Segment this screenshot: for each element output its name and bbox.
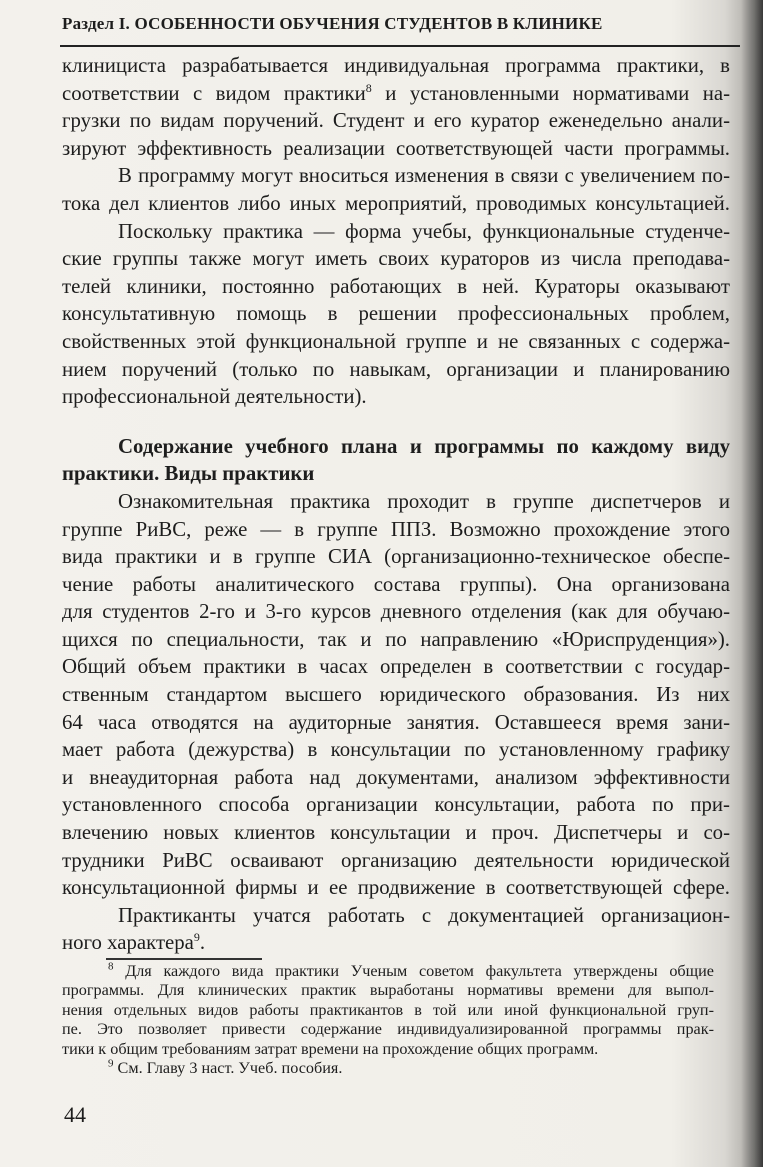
footnotes: [62, 962, 714, 1078]
text-line: Практиканты учатся работать с документацией организацион-: [118, 903, 730, 927]
text-line: консультативную помощь в решении профессиональных проблем,: [62, 302, 730, 326]
footnote-mark-9: 9: [108, 1057, 114, 1070]
text-line: [62, 80, 730, 108]
text-line: консультационной фирмы и ее продвижение в соответствующей сфере.: [62, 876, 730, 900]
footnote-mark-8: 8: [108, 960, 114, 973]
text-line: клинициста разрабатывается индивидуальная программа практики, в: [62, 54, 730, 77]
text-line: нием поручений (только по навыкам, организации и планированию: [62, 357, 730, 381]
text-line: и внеаудиторная работа над документами, анализом эффективности: [62, 765, 730, 789]
footnote-ref-9[interactable]: 9: [193, 930, 200, 945]
text-line: грузки по видам поручений. Студент и его куратор еженедельно анали-: [62, 109, 730, 133]
text-line: чение работы аналитического состава группы). Она организована: [62, 572, 730, 596]
section-heading: практики. Виды практики: [62, 462, 315, 486]
page-binding-shadow: [741, 0, 763, 1167]
footnote-line: тики к общим требованиям затрат времени на прохождение общих программ.: [62, 1039, 599, 1058]
header-rule: [60, 45, 740, 47]
footnote-ref-8[interactable]: 8: [365, 80, 372, 95]
text-line: ские группы также могут иметь своих кураторов из числа преподава-: [62, 247, 730, 271]
text-line: ного характера$^9$.: [62, 930, 206, 955]
text-line: мает работа (дежурства) в консультации по установленному графику: [62, 738, 730, 762]
text-line: щихся по специальности, так и по направлению «Юриспруденция»).: [62, 627, 730, 651]
text-line: Ознакомительная практика проходит в группе диспетчеров и: [118, 489, 730, 513]
page-number: 44: [64, 1102, 86, 1127]
text-line: свойственных этой функциональной группе и не связанных с содержа-: [62, 329, 730, 353]
text-line: вида практики и в группе СИА (организационно-техническое обеспе-: [62, 545, 730, 569]
main-text: [62, 52, 730, 957]
text-line: тока дел клиентов либо иных мероприятий, проводимых консультацией.: [62, 191, 730, 215]
running-header: Раздел I. ОСОБЕННОСТИ ОБУЧЕНИЯ СТУДЕНТОВ В КЛИНИКЕ: [62, 14, 603, 33]
text-line: телей клиники, постоянно работающих в ней. Кураторы оказывают: [62, 274, 730, 298]
text-line: В программу могут вноситься изменения в связи с увеличением по-: [118, 164, 730, 188]
text-segment: и установленными нормативами на-: [385, 81, 730, 105]
text-line: зируют эффективность реализации соответствующей части программы.: [62, 136, 730, 160]
text-line: Общий объем практики в часах определен в соответствии с государ-: [62, 655, 730, 679]
text-line: влечению новых клиентов консультации и проч. Диспетчеры и со-: [62, 821, 730, 845]
footnote-line: пе. Это позволяет привести содержание индивидуализированной программы прак-: [62, 1020, 714, 1039]
text-line: ственным стандартом высшего юридического образования. Из них: [62, 683, 730, 707]
text-line: установленного способа организации консультации, работа по при-: [62, 793, 730, 817]
footnote-line: нения отдельных видов работы практикантов в той или иной функциональной груп-: [62, 1000, 714, 1019]
footnote-line: [62, 962, 714, 981]
text-line: Поскольку практика — форма учебы, функциональные студенче-: [118, 219, 730, 243]
text-segment: ного характера: [62, 931, 194, 955]
section-spacer: [62, 411, 730, 433]
text-line: 64 часа отводятся на аудиторные занятия. Оставшееся время зани-: [62, 710, 730, 734]
footnote-text: Для каждого вида практики Ученым советом факультета утверждены общие: [125, 962, 714, 980]
footnote-rule: [106, 958, 262, 960]
footnote-text: См. Главу 3 наст. Учеб. пособия.: [117, 1059, 343, 1078]
text-line: для студентов 2-го и 3-го курсов дневного отделения (как для обучаю-: [62, 600, 730, 624]
section-heading: Содержание учебного плана и программы по каждому виду: [118, 434, 730, 458]
text-line: профессиональной деятельности).: [62, 385, 367, 409]
footnote-line: [62, 1059, 714, 1078]
text-segment: соответствии с видом практики: [62, 81, 366, 105]
text-line: трудники РиВС осваивают организацию деятельности юридической: [62, 848, 730, 872]
text-line: группе РиВС, реже — в группе ППЗ. Возможно прохождение этого: [62, 517, 730, 541]
footnote-line: программы. Для клинических практик выработаны нормативы времени для выпол-: [62, 981, 714, 1000]
